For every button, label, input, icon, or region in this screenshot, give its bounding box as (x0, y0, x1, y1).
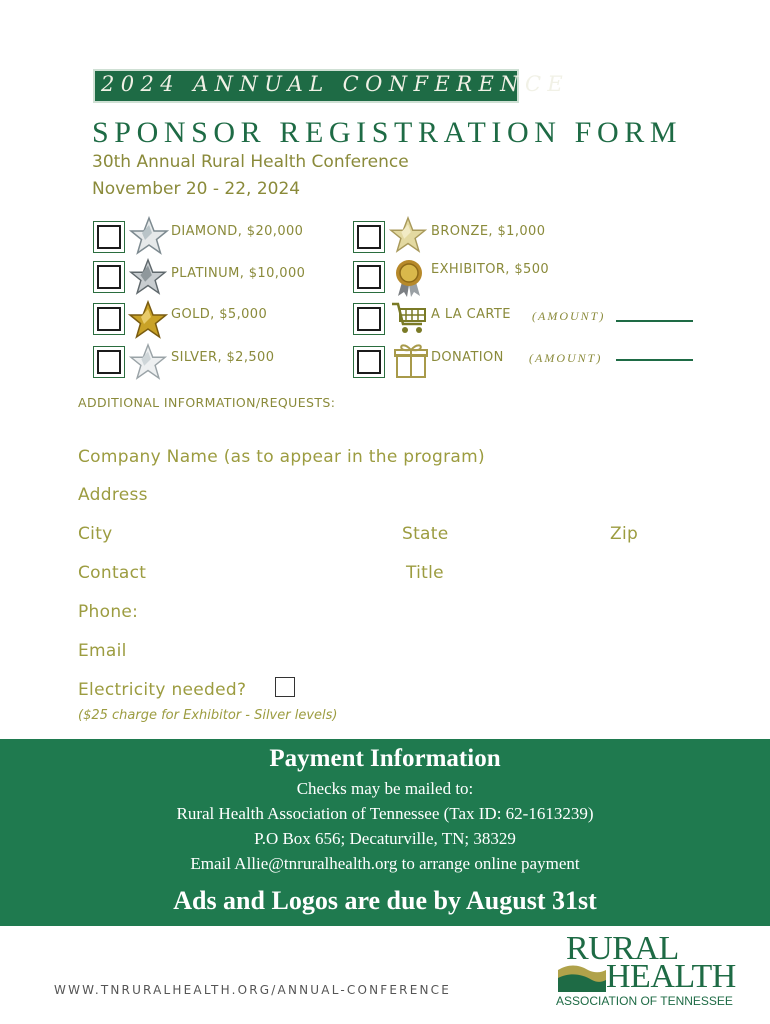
level-silver: SILVER, $2,500 (171, 350, 275, 365)
zip-field[interactable]: Zip (610, 524, 639, 544)
website-url[interactable]: WWW.TNRURALHEALTH.ORG/ANNUAL-CONFERENCE (54, 983, 452, 997)
bronze-star-icon (389, 216, 427, 254)
contact-field[interactable]: Contact (78, 563, 147, 583)
logo-health: HEALTH (606, 958, 736, 995)
payment-line-1: Checks may be mailed to: (296, 779, 474, 798)
electricity-checkbox[interactable] (275, 677, 295, 697)
deadline-notice: Ads and Logos are due by August 31st (173, 886, 597, 915)
a-la-carte-amount-label: (AMOUNT) (532, 309, 606, 323)
page-title: SPONSOR REGISTRATION FORM (92, 116, 683, 149)
exhibitor-checkbox[interactable] (357, 265, 381, 289)
diamond-star-icon (129, 216, 169, 256)
logo-association: ASSOCIATION OF TENNESSEE (556, 994, 733, 1008)
a-la-carte-amount-line[interactable] (616, 320, 693, 322)
conference-subtitle: 30th Annual Rural Health Conference (92, 152, 409, 172)
state-field[interactable]: State (402, 524, 449, 544)
conference-banner (93, 69, 570, 103)
payment-line-4: Email Allie@tnruralhealth.org to arrange online payment (190, 854, 580, 873)
a-la-carte-checkbox[interactable] (357, 307, 381, 331)
landscape-icon (558, 962, 606, 992)
level-donation: DONATION (431, 350, 504, 365)
payment-line-2: Rural Health Association of Tennessee (Tax ID: 62-1613239) (176, 804, 594, 823)
silver-checkbox[interactable] (97, 350, 121, 374)
email-field[interactable]: Email (78, 641, 127, 661)
electricity-note: ($25 charge for Exhibitor - Silver levels) (78, 708, 338, 723)
diamond-checkbox[interactable] (97, 225, 121, 249)
level-exhibitor: EXHIBITOR, $500 (431, 262, 550, 277)
silver-star-icon (129, 343, 167, 381)
electricity-label: Electricity needed? (78, 680, 247, 700)
donation-amount-label: (AMOUNT) (529, 351, 603, 365)
gold-star-icon (128, 300, 168, 340)
logo-rural: RURAL (566, 930, 679, 967)
city-field[interactable]: City (78, 524, 113, 544)
level-platinum: PLATINUM, $10,000 (171, 266, 306, 281)
payment-section (0, 739, 770, 926)
donation-amount-line[interactable] (616, 359, 693, 361)
shopping-cart-icon (390, 300, 428, 336)
company-name-field[interactable]: Company Name (as to appear in the program) (78, 447, 485, 467)
bronze-checkbox[interactable] (357, 225, 381, 249)
donation-checkbox[interactable] (357, 350, 381, 374)
conference-dates: November 20 - 22, 2024 (92, 179, 301, 199)
level-bronze: BRONZE, $1,000 (431, 224, 546, 239)
gold-checkbox[interactable] (97, 307, 121, 331)
level-gold: GOLD, $5,000 (171, 307, 268, 322)
rural-health-logo (556, 932, 746, 1017)
platinum-star-icon (129, 258, 167, 296)
level-a-la-carte: A LA CARTE (431, 307, 511, 322)
title-field[interactable]: Title (406, 563, 444, 583)
medal-icon (392, 258, 426, 298)
platinum-checkbox[interactable] (97, 265, 121, 289)
payment-line-3: P.O Box 656; Decaturville, TN; 38329 (254, 829, 516, 848)
banner-text: 2024 ANNUAL CONFERENCE (101, 72, 570, 96)
phone-field[interactable]: Phone: (78, 602, 139, 622)
payment-heading: Payment Information (269, 745, 501, 772)
additional-info-label: ADDITIONAL INFORMATION/REQUESTS: (78, 395, 336, 410)
level-diamond: DIAMOND, $20,000 (171, 224, 304, 239)
address-field[interactable]: Address (78, 485, 148, 505)
gift-icon (393, 341, 429, 379)
